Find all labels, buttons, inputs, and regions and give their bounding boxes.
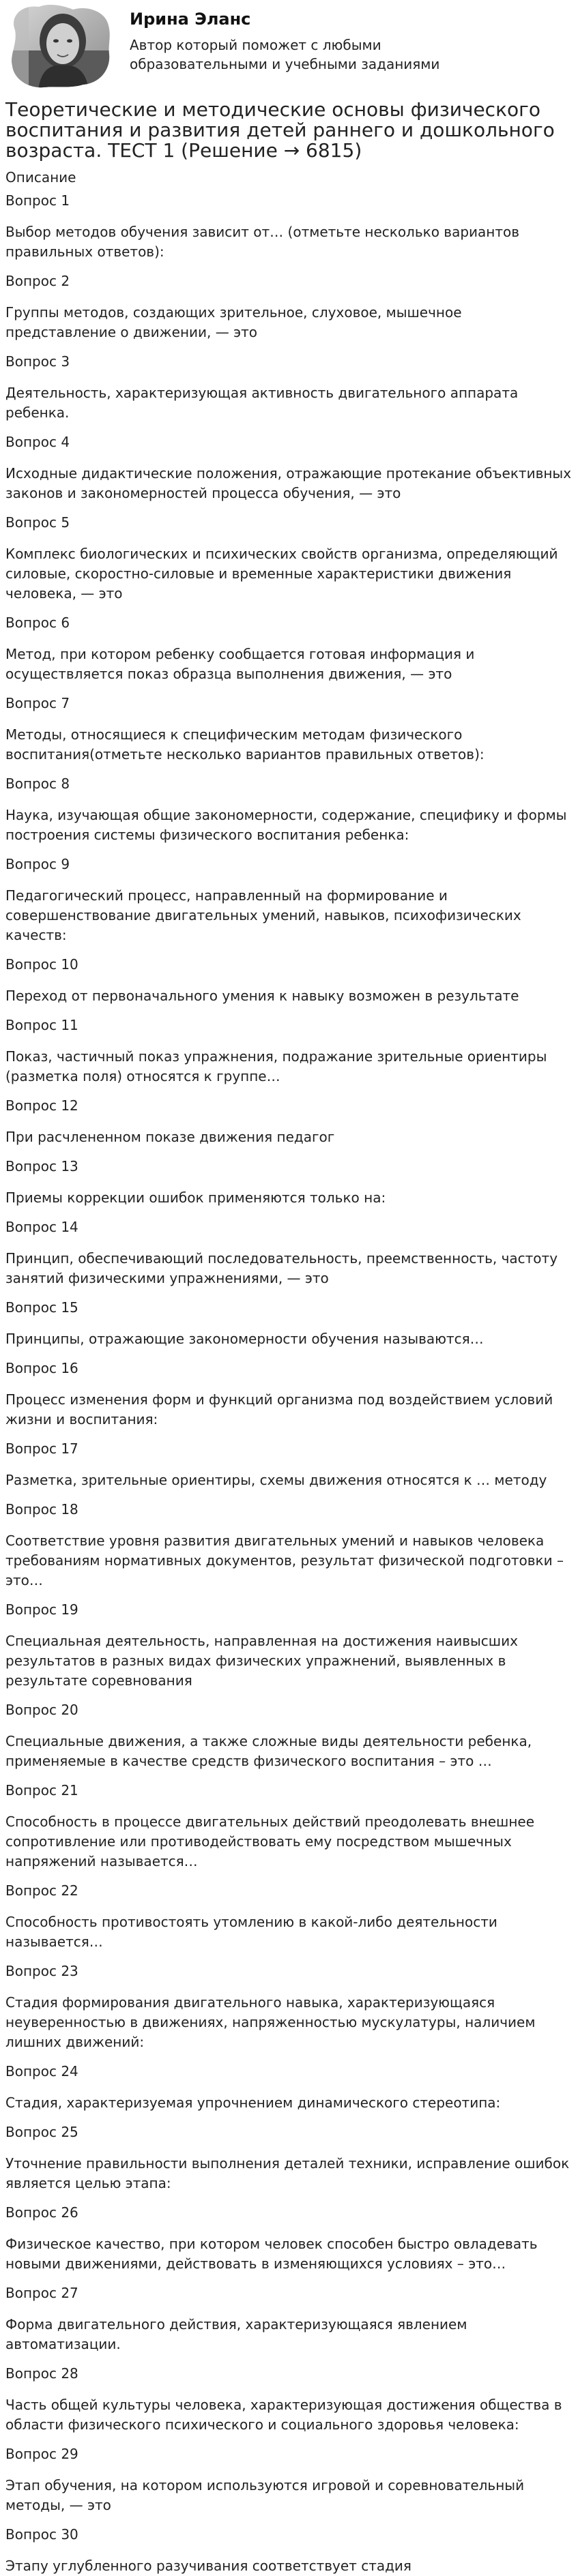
question-list [5, 191, 573, 2576]
question-item [5, 2444, 573, 2515]
question-label: Вопрос 7 [5, 695, 70, 711]
question-item [5, 432, 573, 503]
question-item [5, 2364, 573, 2435]
avatar-photo-icon [8, 3, 112, 90]
question-text: Уточнение правильности выполнения деталей техники, исправление ошибок является целью этапа: [5, 2155, 570, 2191]
question-label: Вопрос 3 [5, 353, 70, 370]
question-label: Вопрос 14 [5, 1219, 78, 1235]
question-text: Наука, изучающая общие закономерности, содержание, специфику и формы построения системы физического воспитания ребенка: [5, 807, 567, 843]
question-item [5, 191, 573, 262]
question-label: Вопрос 22 [5, 1882, 78, 1899]
question-item [5, 2203, 573, 2274]
question-item [5, 1700, 573, 1771]
question-item [5, 271, 573, 342]
question-item [5, 1016, 573, 1086]
question-text: Специальные движения, а также сложные виды деятельности ребенка, применяемые в качестве средств физического воспитания – это … [5, 1733, 532, 1769]
question-item [5, 1157, 573, 1208]
question-label: Вопрос 5 [5, 514, 70, 531]
question-text: Группы методов, создающих зрительное, слуховое, мышечное представление о движении, — это [5, 304, 462, 340]
question-text: Стадия формирования двигательного навыка, характеризующаяся неуверенностью в движениях, напряженностью мускулатуры, наличием лишних движений: [5, 1994, 536, 2050]
question-label: Вопрос 8 [5, 775, 70, 792]
question-label: Вопрос 25 [5, 2124, 78, 2140]
question-text: Разметка, зрительные ориентиры, схемы движения относятся к … методу [5, 1472, 547, 1488]
question-label: Вопрос 2 [5, 273, 70, 289]
question-label: Вопрос 30 [5, 2526, 78, 2543]
question-text: Соответствие уровня развития двигательных умений и навыков человека требованиям нормативных документов, результат физической подготовки – это… [5, 1533, 564, 1588]
question-item [5, 855, 573, 945]
question-text: Физическое качество, при котором человек способен быстро овладевать новыми движениями, действовать в изменяющихся условиях – это… [5, 2236, 538, 2272]
question-item [5, 1881, 573, 1952]
question-item [5, 1439, 573, 1490]
question-text: Выбор методов обучения зависит от… (отметьте несколько вариантов правильных ответов): [5, 224, 520, 260]
question-item [5, 955, 573, 1006]
question-text: Стадия, характеризуемая упрочнением динамического стереотипа: [5, 2094, 501, 2111]
question-label: Вопрос 4 [5, 434, 70, 450]
question-label: Вопрос 16 [5, 1360, 78, 1376]
author-header [5, 0, 573, 95]
question-text: Часть общей культуры человека, характеризующая достижения общества в области физического психического и социального здоровья человека: [5, 2397, 562, 2433]
question-item [5, 1500, 573, 1590]
question-text: Деятельность, характеризующая активность двигательного аппарата ребенка. [5, 385, 519, 421]
question-label: Вопрос 26 [5, 2204, 78, 2221]
description-label: Описание [5, 169, 76, 186]
author-info [130, 3, 512, 74]
question-label: Вопрос 20 [5, 1702, 78, 1718]
question-label: Вопрос 13 [5, 1158, 78, 1174]
question-text: Метод, при котором ребенку сообщается готовая информация и осуществляется показ образца выполнения движения, — это [5, 646, 475, 682]
question-item [5, 2062, 573, 2113]
question-item [5, 774, 573, 845]
question-text: Принцип, обеспечивающий последовательность, преемственность, частоту занятий физическими упражнениями, — это [5, 1250, 558, 1286]
question-item [5, 613, 573, 684]
question-text: Этапу углубленного разучивания соответствует стадия [5, 2558, 411, 2574]
question-item [5, 1217, 573, 1288]
question-text: Этап обучения, на котором используются игровой и соревновательный методы, — это [5, 2477, 525, 2513]
question-item [5, 2283, 573, 2354]
question-label: Вопрос 12 [5, 1097, 78, 1114]
question-text: Принципы, отражающие закономерности обучения называются… [5, 1331, 484, 1347]
question-text: Процесс изменения форм и функций организма под воздействием условий жизни и воспитания: [5, 1391, 553, 1427]
question-item [5, 352, 573, 423]
question-text: Способность противостоять утомлению в какой-либо деятельности называется… [5, 1914, 497, 1950]
question-item [5, 1359, 573, 1430]
question-label: Вопрос 11 [5, 1017, 78, 1033]
question-item [5, 1298, 573, 1349]
author-avatar[interactable] [8, 3, 112, 90]
question-text: Методы, относящиеся к специфическим методам физического воспитания(отметьте несколько вариантов правильных ответов): [5, 726, 485, 763]
question-text: Педагогический процесс, направленный на формирование и совершенствование двигательных умений, навыков, психофизических качеств: [5, 887, 521, 943]
question-label: Вопрос 27 [5, 2285, 78, 2301]
author-description: Автор который поможет с любыми образовательными и учебными заданиями [130, 37, 440, 72]
question-label: Вопрос 10 [5, 956, 78, 973]
question-text: Форма двигательного действия, характеризующаяся явлением автоматизации. [5, 2316, 467, 2352]
question-item [5, 513, 573, 604]
question-label: Вопрос 6 [5, 615, 70, 631]
question-label: Вопрос 9 [5, 856, 70, 872]
question-item [5, 1096, 573, 1147]
question-item [5, 2525, 573, 2576]
question-label: Вопрос 29 [5, 2446, 78, 2462]
question-item [5, 1600, 573, 1691]
author-name[interactable]: Ирина Эланс [130, 10, 251, 29]
question-label: Вопрос 17 [5, 1440, 78, 1457]
question-text: Показ, частичный показ упражнения, подражание зрительные ориентиры (разметка поля) относятся к группе… [5, 1048, 547, 1084]
question-item [5, 1961, 573, 2052]
question-label: Вопрос 1 [5, 192, 70, 209]
question-item [5, 2122, 573, 2193]
question-text: Приемы коррекции ошибок применяются только на: [5, 1189, 386, 1206]
question-item [5, 1781, 573, 1871]
question-text: При расчлененном показе движения педагог [5, 1129, 335, 1145]
question-text: Специальная деятельность, направленная на достижения наивысших результатов в разных видах физических упражнений, выявленных в результате соревнования [5, 1633, 518, 1689]
question-label: Вопрос 18 [5, 1501, 78, 1518]
question-text: Способность в процессе двигательных действий преодолевать внешнее сопротивление или противодействовать ему посредством мышечных напряжений называется… [5, 1813, 535, 1869]
question-label: Вопрос 21 [5, 1782, 78, 1798]
question-label: Вопрос 24 [5, 2063, 78, 2079]
question-text: Переход от первоначального умения к навыку возможен в результате [5, 988, 519, 1004]
question-label: Вопрос 19 [5, 1601, 78, 1618]
question-text: Комплекс биологических и психических свойств организма, определяющий силовые, скоростно-силовые и временные характеристики движения человека, — это [5, 546, 558, 602]
question-label: Вопрос 28 [5, 2365, 78, 2382]
question-label: Вопрос 23 [5, 1963, 78, 1979]
question-text: Исходные дидактические положения, отражающие протекание объективных законов и закономерностей процесса обучения, — это [5, 465, 572, 501]
question-item [5, 694, 573, 765]
document-title: Теоретические и методические основы физического воспитания и развития детей раннего и дошкольного возраста. ТЕСТ 1 (Решение → 6815) [5, 98, 555, 162]
question-label: Вопрос 15 [5, 1299, 78, 1316]
